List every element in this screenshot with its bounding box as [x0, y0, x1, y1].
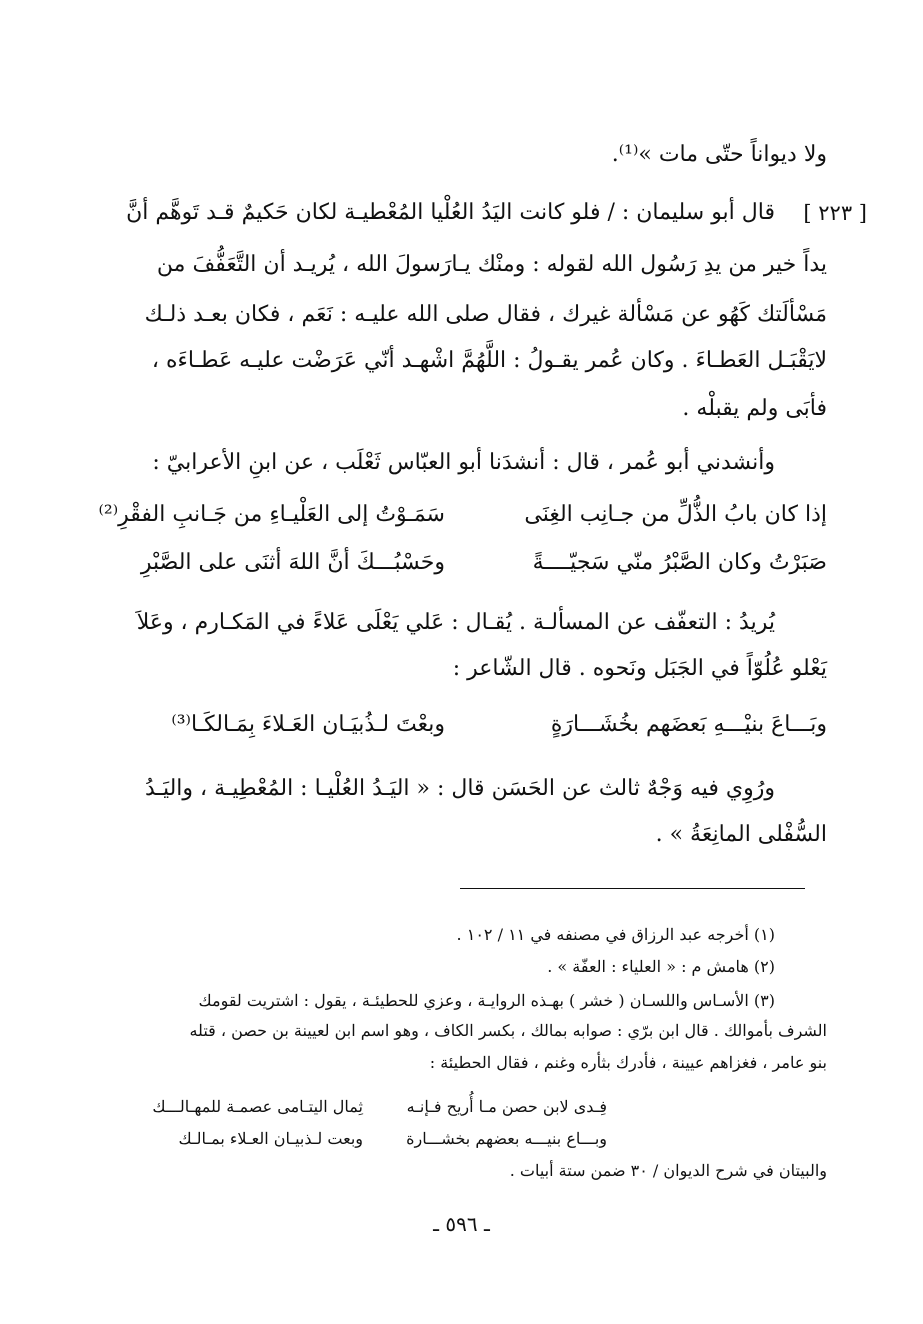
footnote: (٢) هامش م : « العلياء : العفّة » . [547, 957, 775, 976]
footnote: بنو عامر ، فغزاهم عيينة ، فأدرك بثأره وغنم ، فقال الحطيئة : [429, 1053, 827, 1072]
verse-hemistich: وحَسْبُـــكَ أنَّ اللهَ أثنَى على الصَّبْرِ [140, 550, 445, 575]
text-line: قال أبو سليمان : / فلو كانت اليَدُ العُلْيا المُعْطيـة لكان حَكيمٌ قـد تَوهَّم أنَّ [126, 200, 775, 225]
verse-hemistich: صَبَرْتُ وكان الصَّبْرُ منّي سَجيّــــةً [532, 550, 827, 575]
verse-hemistich: وبعْتَ لـذُبيَـان العَـلاءَ بِمَـالكَـا⁽³⁾ [171, 712, 445, 737]
text-line: يَعْلو عُلُوّاً في الجَبَل ونَحوه . قال الشّاعر : [452, 656, 827, 681]
text-line: فأبَى ولم يقبلْه . [682, 396, 827, 421]
paragraph-number: [ ٢٢٣ ] [803, 201, 867, 225]
text-line: لايَقْبَـل العَطـاءَ . وكان عُمر يقـولُ : اللَّهُمَّ اشْهـد أنّي عَرَضْت عليـه عَطـاءَه ، [151, 348, 827, 373]
footnote-separator [460, 888, 805, 889]
verse-hemistich: سَمَـوْتُ إلى العَلْيـاءِ من جَـانبِ الفقْرِ⁽²⁾ [98, 502, 445, 527]
footnote-verse-hemistich: فِـدى لابن حصن مـا أُريح فـإنـه [406, 1097, 607, 1116]
footnote-verse-hemistich: ثِمال اليتـامى عصمـة للمهـالـــك [152, 1097, 363, 1116]
footnote: والبيتان في شرح الديوان / ٣٠ ضمن ستة أبيات . [509, 1161, 827, 1180]
page-number: ـ ٥٩٦ ـ [433, 1212, 490, 1236]
text-line: وأنشدني أبو عُمر ، قال : أنشدَنا أبو العبّاس ثَعْلَب ، عن ابنِ الأعرابيّ : [152, 450, 775, 475]
text-line: يُريدُ : التعفّف عن المسألـة . يُقـال : عَلي يَعْلَى عَلاءً في المَكـارم ، وعَلاَ [136, 610, 775, 635]
footnote: (١) أخرجه عبد الرزاق في مصنفه في ١١ / ١٠٢ . [456, 925, 775, 944]
verse-hemistich: إذا كان بابُ الذُّلِّ من جـانِب الغِنَى [524, 502, 827, 527]
verse-hemistich: وبَـــاعَ بنيْـــهِ بَعضَهم بخُشَـــارَةٍ [550, 712, 827, 737]
text-line: مَسْألَتك كَهُو عن مَسْألة غيرك ، فقال صلى الله عليـه : نَعَم ، فكان بعـد ذلـك [144, 302, 827, 327]
text-line: يداً خير من يدِ رَسُول الله لقوله : ومنْك يـارَسولَ الله ، يُريـد أن التَّعَفُّفَ من [156, 252, 827, 277]
text-line: السُّفْلى المانِعَةُ » . [655, 822, 827, 847]
text-line: ورُوِي فيه وَجْهٌ ثالث عن الحَسَن قال : « اليَـدُ العُلْيـا : المُعْطِيـة ، واليَـدُ [144, 776, 775, 801]
footnote: الشرف بأموالك . قال ابن برّي : صوابه بمالك ، بكسر الكاف ، وهو اسم ابن لعيينة بن حصن ، قتله [189, 1021, 827, 1040]
text-line: ولا ديواناً حتّى مات »⁽¹⁾. [611, 142, 827, 167]
footnote-verse-hemistich: وبعت لـذبيـان العـلاء بمـالـك [178, 1129, 363, 1148]
footnote-verse-hemistich: وبـــاع بنيـــه بعضهم بخشـــارة [406, 1129, 607, 1148]
footnote: (٣) الأسـاس واللسـان ( خشر ) بهـذه الروايـة ، وعزي للحطيئـة ، يقول : اشتريت لقومك [198, 991, 775, 1010]
